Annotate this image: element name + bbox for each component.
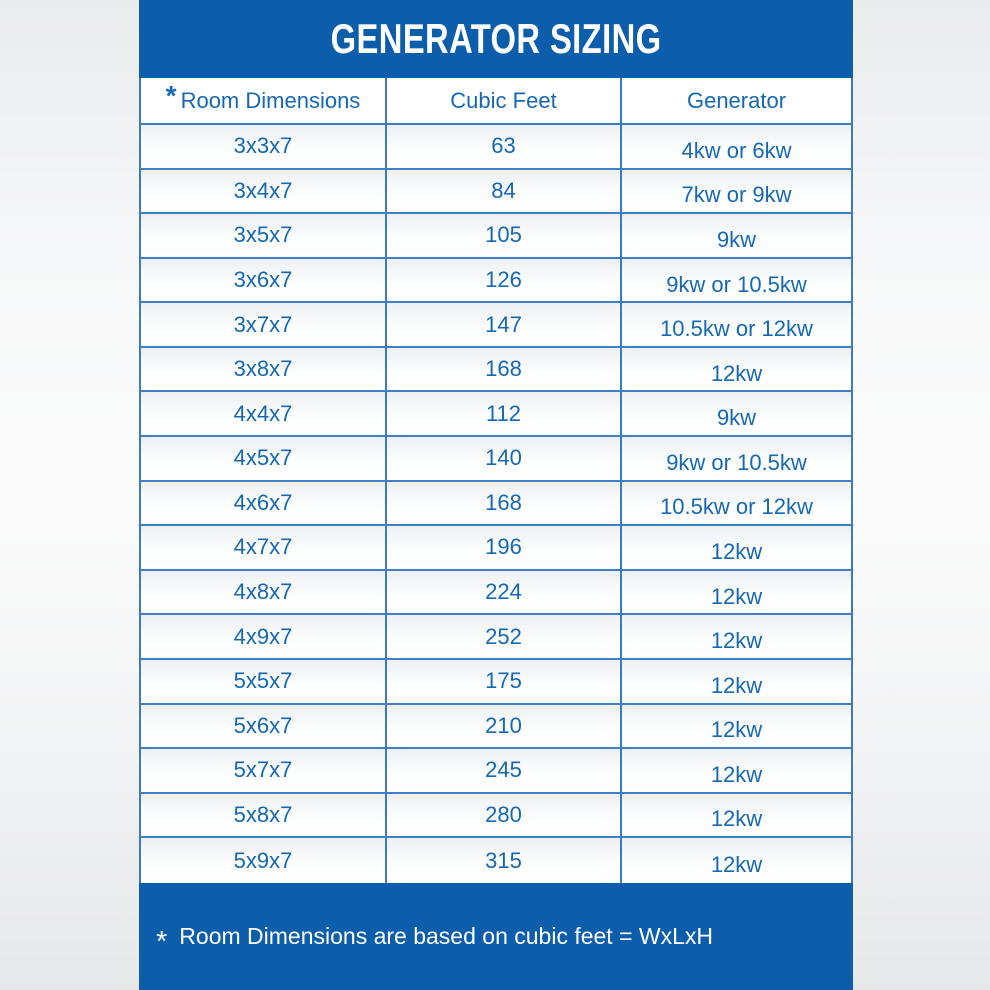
table-row: [141, 437, 851, 482]
table-row: [141, 303, 851, 348]
generator-cell: 12kw: [710, 583, 763, 609]
room-dimensions-cell: 3x8x7: [141, 348, 387, 391]
generator-cell: 12kw: [710, 806, 763, 832]
room-dimensions-cell: 3x5x7: [141, 214, 387, 257]
room-dimensions-cell: 5x8x7: [141, 794, 387, 837]
cubic-feet-cell: 168: [387, 348, 622, 391]
generator-cell: 4kw or 6kw: [681, 137, 792, 163]
table-row: [141, 392, 851, 437]
table-row: [141, 660, 851, 705]
room-dimensions-cell: 4x6x7: [141, 482, 387, 525]
room-dimensions-cell: 4x5x7: [141, 437, 387, 480]
table-row: [141, 348, 851, 393]
cubic-feet-cell: 63: [387, 125, 622, 168]
cubic-feet-cell: 280: [387, 794, 622, 837]
table-row: [141, 705, 851, 750]
table-row: [141, 125, 851, 170]
generator-cell: 12kw: [710, 852, 763, 878]
cubic-feet-cell: 112: [387, 392, 622, 435]
generator-cell: 10.5kw or 12kw: [660, 494, 813, 520]
table-row: [141, 838, 851, 883]
table-header-row: [141, 78, 851, 125]
cubic-feet-cell: 245: [387, 749, 622, 792]
generator-cell: 10.5kw or 12kw: [660, 316, 813, 342]
room-dimensions-cell: 3x6x7: [141, 259, 387, 302]
generator-cell: 12kw: [710, 717, 763, 743]
room-dimensions-cell: 5x9x7: [141, 838, 387, 883]
generator-cell: 9kw or 10.5kw: [666, 271, 807, 297]
table-row: [141, 571, 851, 616]
table-row: [141, 170, 851, 215]
table-row: [141, 526, 851, 571]
room-dimensions-cell: 3x3x7: [141, 125, 387, 168]
room-dimensions-cell: 5x6x7: [141, 705, 387, 748]
table-row: [141, 259, 851, 304]
cubic-feet-cell: 126: [387, 259, 622, 302]
generator-cell: 12kw: [710, 761, 763, 787]
table-body: [141, 125, 851, 883]
cubic-feet-cell: 315: [387, 838, 622, 883]
room-dimensions-cell: 4x7x7: [141, 526, 387, 569]
footnote-text: Room Dimensions are based on cubic feet = WxLxH: [179, 923, 714, 949]
generator-cell: 9kw: [716, 226, 757, 252]
room-dimensions-cell: 4x4x7: [141, 392, 387, 435]
cubic-feet-cell: 84: [387, 170, 622, 213]
cubic-feet-cell: 252: [387, 615, 622, 658]
cubic-feet-cell: 168: [387, 482, 622, 525]
cubic-feet-cell: 210: [387, 705, 622, 748]
table-row: [141, 749, 851, 794]
sizing-table: [139, 78, 853, 883]
column-header-room-dimensions: [141, 78, 387, 123]
generator-cell: 9kw or 10.5kw: [666, 449, 807, 475]
column-header-room-dimensions-label: Room Dimensions: [180, 87, 361, 113]
cubic-feet-cell: 140: [387, 437, 622, 480]
generator-cell: 12kw: [710, 360, 763, 386]
room-dimensions-cell: 4x9x7: [141, 615, 387, 658]
room-dimensions-cell: 5x5x7: [141, 660, 387, 703]
column-header-cubic-feet: Cubic Feet: [387, 78, 622, 123]
generator-sizing-panel: [139, 0, 853, 990]
room-dimensions-cell: 4x8x7: [141, 571, 387, 614]
title-bar: [139, 0, 853, 78]
generator-cell: 7kw or 9kw: [681, 182, 792, 208]
cubic-feet-cell: 175: [387, 660, 622, 703]
column-header-generator: Generator: [686, 87, 787, 113]
room-dimensions-cell: 3x4x7: [141, 170, 387, 213]
table-row: [141, 214, 851, 259]
table-row: [141, 482, 851, 527]
room-dimensions-cell: 5x7x7: [141, 749, 387, 792]
footnote-bar: * Room Dimensions are based on cubic feet = WxLxH: [139, 883, 853, 990]
cubic-feet-cell: 196: [387, 526, 622, 569]
generator-cell: 12kw: [710, 538, 763, 564]
asterisk-marker: *: [165, 79, 177, 111]
generator-cell: 12kw: [710, 628, 763, 654]
cubic-feet-cell: 224: [387, 571, 622, 614]
page-title: GENERATOR SIZING: [330, 15, 662, 62]
room-dimensions-cell: 3x7x7: [141, 303, 387, 346]
generator-cell: 9kw: [716, 405, 757, 431]
cubic-feet-cell: 147: [387, 303, 622, 346]
generator-cell: 12kw: [710, 672, 763, 698]
cubic-feet-cell: 105: [387, 214, 622, 257]
table-row: [141, 615, 851, 660]
table-row: [141, 794, 851, 839]
